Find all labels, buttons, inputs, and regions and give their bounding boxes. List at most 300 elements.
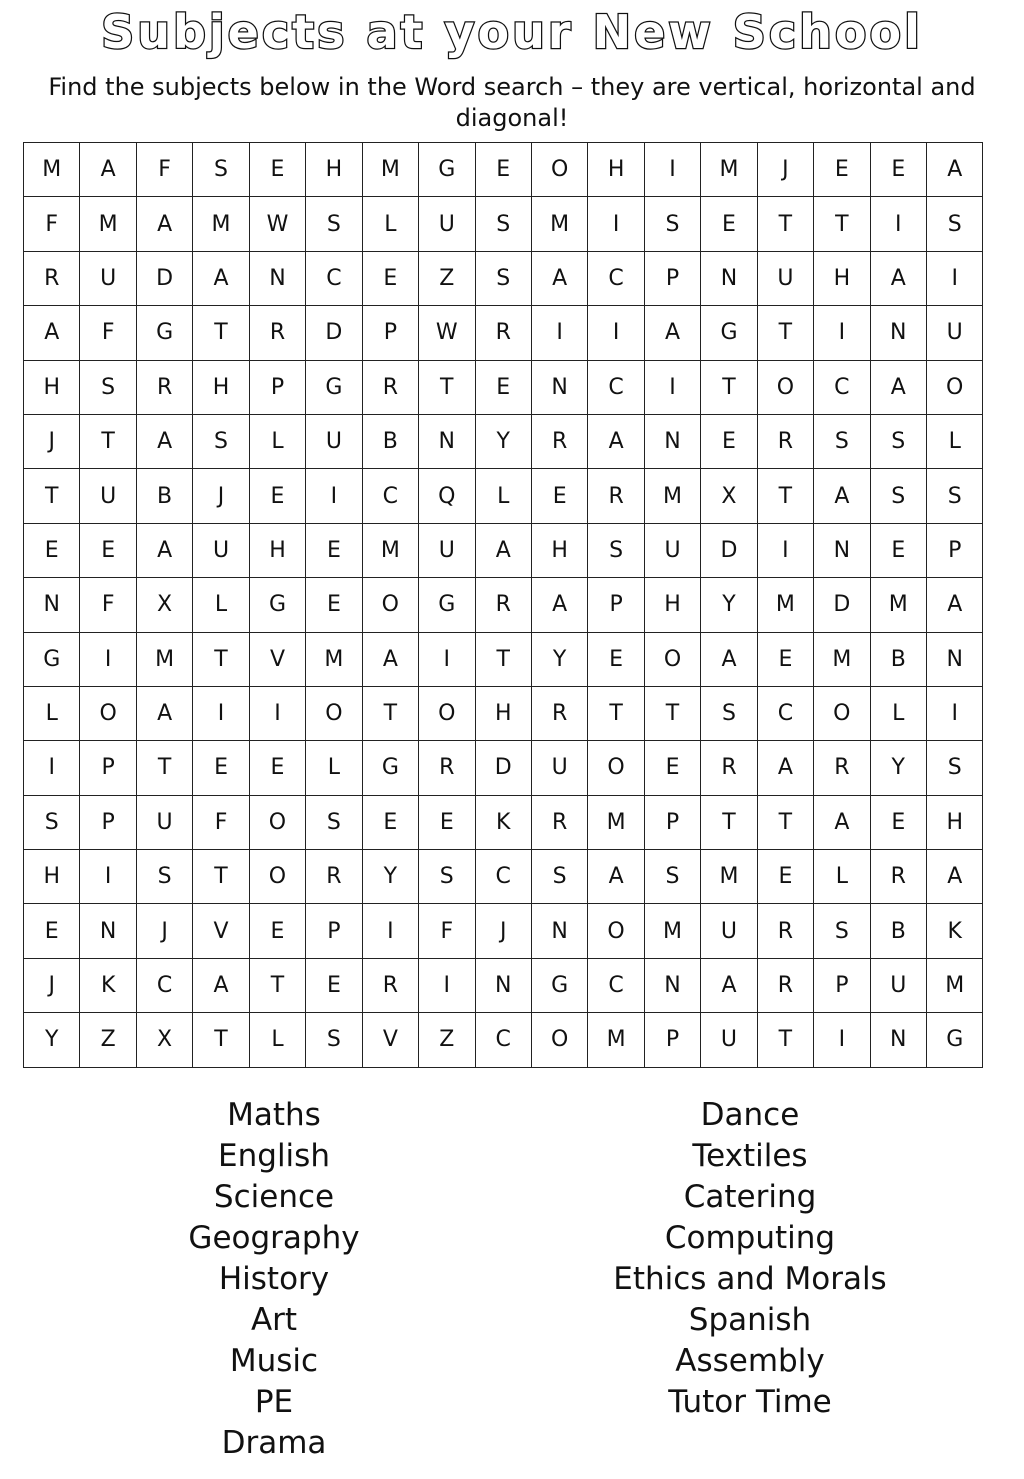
grid-cell[interactable]: R <box>814 741 870 795</box>
grid-cell[interactable]: A <box>362 632 418 686</box>
grid-cell[interactable]: A <box>136 197 192 251</box>
grid-cell[interactable]: O <box>249 850 305 904</box>
grid-cell[interactable]: E <box>80 523 136 577</box>
grid-cell[interactable]: E <box>475 360 531 414</box>
grid-cell[interactable]: S <box>475 251 531 305</box>
grid-cell[interactable]: Y <box>475 414 531 468</box>
grid-cell[interactable]: J <box>24 414 80 468</box>
grid-cell[interactable]: M <box>644 469 700 523</box>
grid-cell[interactable]: S <box>644 197 700 251</box>
grid-cell[interactable]: J <box>193 469 249 523</box>
grid-cell[interactable]: H <box>814 251 870 305</box>
grid-cell[interactable]: T <box>757 197 813 251</box>
grid-cell[interactable]: I <box>531 306 587 360</box>
grid-cell[interactable]: R <box>136 360 192 414</box>
grid-cell[interactable]: N <box>870 1013 926 1067</box>
grid-cell[interactable]: R <box>757 414 813 468</box>
word-list-item: PE <box>254 1384 294 1420</box>
grid-cell[interactable]: S <box>306 1013 362 1067</box>
grid-cell[interactable]: K <box>80 958 136 1012</box>
grid-cell[interactable]: E <box>24 904 80 958</box>
grid-cell[interactable]: T <box>701 360 757 414</box>
grid-cell[interactable]: I <box>644 360 700 414</box>
grid-cell[interactable]: H <box>927 795 983 849</box>
grid-cell[interactable]: R <box>531 686 587 740</box>
grid-cell[interactable]: M <box>927 958 983 1012</box>
grid-cell[interactable]: I <box>757 523 813 577</box>
grid-cell[interactable]: Y <box>701 578 757 632</box>
grid-cell[interactable]: B <box>870 904 926 958</box>
grid-cell[interactable]: N <box>870 306 926 360</box>
grid-cell[interactable]: R <box>531 414 587 468</box>
grid-cell[interactable]: L <box>362 197 418 251</box>
grid-cell[interactable]: S <box>814 414 870 468</box>
grid-cell[interactable]: L <box>870 686 926 740</box>
grid-cell[interactable]: G <box>24 632 80 686</box>
grid-row <box>24 414 983 468</box>
grid-cell[interactable]: T <box>136 741 192 795</box>
grid-cell[interactable]: T <box>757 469 813 523</box>
grid-cell[interactable]: D <box>306 306 362 360</box>
grid-cell[interactable]: L <box>306 741 362 795</box>
grid-cell[interactable]: X <box>136 1013 192 1067</box>
grid-cell[interactable]: U <box>870 958 926 1012</box>
grid-cell[interactable]: I <box>588 306 644 360</box>
grid-cell[interactable]: T <box>757 795 813 849</box>
grid-cell[interactable]: A <box>644 306 700 360</box>
grid-cell[interactable]: I <box>927 686 983 740</box>
grid-cell[interactable]: A <box>757 741 813 795</box>
grid-cell[interactable]: R <box>870 850 926 904</box>
grid-cell[interactable]: U <box>419 523 475 577</box>
grid-cell[interactable]: N <box>531 360 587 414</box>
grid-cell[interactable]: I <box>419 632 475 686</box>
grid-cell[interactable]: S <box>419 850 475 904</box>
grid-cell[interactable]: N <box>419 414 475 468</box>
grid-cell[interactable]: O <box>362 578 418 632</box>
grid-cell[interactable]: U <box>80 251 136 305</box>
grid-cell[interactable]: I <box>870 197 926 251</box>
grid-cell[interactable]: R <box>475 306 531 360</box>
grid-cell[interactable]: T <box>701 795 757 849</box>
grid-cell[interactable]: N <box>249 251 305 305</box>
grid-cell[interactable]: V <box>249 632 305 686</box>
grid-cell[interactable]: O <box>80 686 136 740</box>
grid-cell[interactable]: H <box>24 360 80 414</box>
grid-cell[interactable]: M <box>306 632 362 686</box>
grid-cell[interactable]: M <box>362 143 418 197</box>
grid-cell[interactable]: I <box>588 197 644 251</box>
grid-cell[interactable]: E <box>870 795 926 849</box>
grid-cell[interactable]: T <box>362 686 418 740</box>
grid-cell[interactable]: T <box>419 360 475 414</box>
grid-cell[interactable]: R <box>24 251 80 305</box>
grid-cell[interactable]: F <box>24 197 80 251</box>
grid-cell[interactable]: Y <box>362 850 418 904</box>
grid-cell[interactable]: M <box>757 578 813 632</box>
grid-cell[interactable]: C <box>136 958 192 1012</box>
grid-cell[interactable]: I <box>927 251 983 305</box>
grid-cell[interactable]: G <box>419 578 475 632</box>
grid-cell[interactable]: C <box>588 360 644 414</box>
grid-cell[interactable]: P <box>362 306 418 360</box>
grid-cell[interactable]: R <box>475 578 531 632</box>
grid-cell[interactable]: C <box>475 850 531 904</box>
grid-cell[interactable]: E <box>362 795 418 849</box>
grid-cell[interactable]: I <box>193 686 249 740</box>
grid-cell[interactable]: O <box>814 686 870 740</box>
grid-cell[interactable]: H <box>249 523 305 577</box>
grid-cell[interactable]: A <box>814 795 870 849</box>
grid-cell[interactable]: A <box>588 414 644 468</box>
grid-cell[interactable]: E <box>757 850 813 904</box>
grid-cell[interactable]: T <box>644 686 700 740</box>
grid-cell[interactable]: A <box>588 850 644 904</box>
grid-cell[interactable]: A <box>814 469 870 523</box>
grid-cell[interactable]: E <box>306 523 362 577</box>
word-list-item: Textiles <box>692 1138 808 1174</box>
grid-cell[interactable]: S <box>306 795 362 849</box>
grid-cell[interactable]: V <box>362 1013 418 1067</box>
grid-cell[interactable]: F <box>80 306 136 360</box>
grid-cell[interactable]: G <box>362 741 418 795</box>
grid-cell[interactable]: E <box>701 197 757 251</box>
grid-cell[interactable]: N <box>24 578 80 632</box>
grid-cell[interactable]: A <box>193 958 249 1012</box>
grid-cell[interactable]: S <box>927 469 983 523</box>
grid-cell[interactable]: B <box>362 414 418 468</box>
grid-cell[interactable]: A <box>701 632 757 686</box>
grid-cell[interactable]: H <box>588 143 644 197</box>
grid-cell[interactable]: O <box>644 632 700 686</box>
grid-cell[interactable]: U <box>193 523 249 577</box>
grid-cell[interactable]: C <box>588 251 644 305</box>
grid-cell[interactable]: F <box>136 143 192 197</box>
grid-cell[interactable]: U <box>306 414 362 468</box>
grid-cell[interactable]: G <box>419 143 475 197</box>
grid-cell[interactable]: L <box>249 1013 305 1067</box>
grid-cell[interactable]: T <box>757 1013 813 1067</box>
grid-cell[interactable]: A <box>475 523 531 577</box>
grid-cell[interactable]: J <box>475 904 531 958</box>
grid-cell[interactable]: U <box>701 904 757 958</box>
grid-cell[interactable]: F <box>193 795 249 849</box>
grid-cell[interactable]: T <box>193 306 249 360</box>
grid-cell[interactable]: R <box>531 795 587 849</box>
grid-cell[interactable]: N <box>475 958 531 1012</box>
grid-cell[interactable]: O <box>588 741 644 795</box>
grid-cell[interactable]: R <box>419 741 475 795</box>
grid-cell[interactable]: E <box>870 523 926 577</box>
grid-cell[interactable]: C <box>362 469 418 523</box>
grid-cell[interactable]: M <box>24 143 80 197</box>
grid-cell[interactable]: G <box>136 306 192 360</box>
grid-cell[interactable]: M <box>644 904 700 958</box>
grid-cell[interactable]: I <box>24 741 80 795</box>
grid-cell[interactable]: P <box>644 795 700 849</box>
grid-cell[interactable]: O <box>249 795 305 849</box>
grid-cell[interactable]: K <box>927 904 983 958</box>
grid-cell[interactable]: A <box>80 143 136 197</box>
grid-cell[interactable]: S <box>136 850 192 904</box>
grid-cell[interactable]: D <box>136 251 192 305</box>
grid-cell[interactable]: A <box>927 578 983 632</box>
grid-cell[interactable]: J <box>757 143 813 197</box>
grid-cell[interactable]: S <box>531 850 587 904</box>
grid-cell[interactable]: A <box>531 578 587 632</box>
grid-cell[interactable]: T <box>80 414 136 468</box>
grid-cell[interactable]: M <box>870 578 926 632</box>
grid-cell[interactable]: A <box>927 850 983 904</box>
grid-cell[interactable]: R <box>362 958 418 1012</box>
grid-cell[interactable]: A <box>193 251 249 305</box>
grid-cell[interactable]: H <box>24 850 80 904</box>
grid-cell[interactable]: P <box>588 578 644 632</box>
grid-cell[interactable]: B <box>870 632 926 686</box>
grid-cell[interactable]: N <box>814 523 870 577</box>
grid-cell[interactable]: A <box>531 251 587 305</box>
grid-cell[interactable]: U <box>136 795 192 849</box>
grid-cell[interactable]: U <box>927 306 983 360</box>
grid-cell[interactable]: L <box>24 686 80 740</box>
grid-cell[interactable]: E <box>249 904 305 958</box>
grid-cell[interactable]: T <box>475 632 531 686</box>
grid-cell[interactable]: T <box>193 632 249 686</box>
grid-cell[interactable]: P <box>644 251 700 305</box>
grid-cell[interactable]: S <box>644 850 700 904</box>
grid-cell[interactable]: I <box>644 143 700 197</box>
grid-cell[interactable]: Z <box>80 1013 136 1067</box>
grid-cell[interactable]: F <box>80 578 136 632</box>
grid-cell[interactable]: E <box>588 632 644 686</box>
grid-cell[interactable]: I <box>419 958 475 1012</box>
grid-cell[interactable]: E <box>362 251 418 305</box>
grid-cell[interactable]: P <box>927 523 983 577</box>
grid-cell[interactable]: P <box>249 360 305 414</box>
word-list-item: Drama <box>221 1425 327 1461</box>
grid-cell[interactable]: S <box>193 143 249 197</box>
grid-cell[interactable]: I <box>814 1013 870 1067</box>
grid-cell[interactable]: O <box>531 143 587 197</box>
grid-cell[interactable]: M <box>80 197 136 251</box>
grid-cell[interactable]: M <box>701 850 757 904</box>
grid-cell[interactable]: A <box>927 143 983 197</box>
grid-cell[interactable]: L <box>249 414 305 468</box>
grid-cell[interactable]: R <box>701 741 757 795</box>
grid-cell[interactable]: S <box>24 795 80 849</box>
grid-cell[interactable]: R <box>306 850 362 904</box>
grid-cell[interactable]: U <box>80 469 136 523</box>
grid-cell[interactable]: C <box>588 958 644 1012</box>
grid-cell[interactable]: G <box>531 958 587 1012</box>
grid-cell[interactable]: A <box>870 360 926 414</box>
grid-cell[interactable]: O <box>588 904 644 958</box>
grid-cell[interactable]: M <box>362 523 418 577</box>
grid-cell[interactable]: K <box>475 795 531 849</box>
grid-cell[interactable]: T <box>588 686 644 740</box>
grid-cell[interactable]: E <box>249 741 305 795</box>
grid-cell[interactable]: N <box>531 904 587 958</box>
grid-cell[interactable]: R <box>249 306 305 360</box>
grid-cell[interactable]: E <box>306 578 362 632</box>
grid-cell[interactable]: H <box>531 523 587 577</box>
grid-cell[interactable]: N <box>701 251 757 305</box>
grid-cell[interactable]: C <box>475 1013 531 1067</box>
grid-cell[interactable]: N <box>80 904 136 958</box>
word-list-right <box>540 1095 960 1423</box>
grid-cell[interactable]: A <box>136 414 192 468</box>
grid-cell[interactable]: E <box>644 741 700 795</box>
grid-cell[interactable]: J <box>136 904 192 958</box>
grid-cell[interactable]: Z <box>419 251 475 305</box>
grid-cell[interactable]: N <box>644 958 700 1012</box>
grid-cell[interactable]: E <box>814 143 870 197</box>
grid-cell[interactable]: H <box>193 360 249 414</box>
grid-cell[interactable]: X <box>136 578 192 632</box>
grid-cell[interactable]: S <box>927 197 983 251</box>
grid-cell[interactable]: U <box>644 523 700 577</box>
word-list-item: Spanish <box>688 1302 812 1338</box>
grid-cell[interactable]: W <box>419 306 475 360</box>
grid-cell[interactable]: Y <box>531 632 587 686</box>
grid-cell[interactable]: O <box>927 360 983 414</box>
grid-cell[interactable]: F <box>419 904 475 958</box>
grid-cell[interactable]: M <box>531 197 587 251</box>
grid-cell[interactable]: T <box>757 306 813 360</box>
grid-cell[interactable]: W <box>249 197 305 251</box>
grid-cell[interactable]: G <box>306 360 362 414</box>
word-list-item: Geography <box>188 1220 360 1256</box>
grid-cell[interactable]: C <box>757 686 813 740</box>
grid-cell[interactable]: M <box>588 1013 644 1067</box>
grid-cell[interactable]: G <box>927 1013 983 1067</box>
grid-cell[interactable]: A <box>136 686 192 740</box>
grid-cell[interactable]: T <box>814 197 870 251</box>
grid-cell[interactable]: N <box>644 414 700 468</box>
grid-cell[interactable]: H <box>644 578 700 632</box>
grid-cell[interactable]: E <box>419 795 475 849</box>
grid-cell[interactable]: Q <box>419 469 475 523</box>
word-list-item: Assembly <box>675 1343 825 1379</box>
grid-cell[interactable]: I <box>306 469 362 523</box>
grid-cell[interactable]: G <box>701 306 757 360</box>
grid-cell[interactable]: T <box>24 469 80 523</box>
grid-cell[interactable]: L <box>814 850 870 904</box>
grid-cell[interactable]: E <box>249 469 305 523</box>
grid-cell[interactable]: E <box>475 143 531 197</box>
grid-cell[interactable]: T <box>193 1013 249 1067</box>
grid-cell[interactable]: I <box>80 632 136 686</box>
grid-cell[interactable]: D <box>475 741 531 795</box>
grid-cell[interactable]: U <box>531 741 587 795</box>
grid-cell[interactable]: J <box>24 958 80 1012</box>
grid-cell[interactable]: S <box>80 360 136 414</box>
grid-cell[interactable]: T <box>249 958 305 1012</box>
grid-cell[interactable]: R <box>757 904 813 958</box>
grid-cell[interactable]: S <box>306 197 362 251</box>
grid-cell[interactable]: O <box>757 360 813 414</box>
grid-cell[interactable]: I <box>362 904 418 958</box>
grid-cell[interactable]: S <box>701 686 757 740</box>
grid-row <box>24 523 983 577</box>
grid-cell[interactable]: A <box>24 306 80 360</box>
grid-cell[interactable]: S <box>870 469 926 523</box>
grid-cell[interactable]: O <box>419 686 475 740</box>
grid-cell[interactable]: H <box>475 686 531 740</box>
grid-cell[interactable]: P <box>814 958 870 1012</box>
grid-cell[interactable]: M <box>136 632 192 686</box>
grid-cell[interactable]: M <box>588 795 644 849</box>
grid-cell[interactable]: U <box>419 197 475 251</box>
grid-cell[interactable]: M <box>701 143 757 197</box>
grid-cell[interactable]: P <box>80 795 136 849</box>
grid-cell[interactable]: E <box>531 469 587 523</box>
grid-cell[interactable]: S <box>588 523 644 577</box>
grid-cell[interactable]: P <box>644 1013 700 1067</box>
grid-cell[interactable]: T <box>193 850 249 904</box>
grid-cell[interactable]: A <box>136 523 192 577</box>
grid-cell[interactable]: R <box>757 958 813 1012</box>
grid-cell[interactable]: U <box>757 251 813 305</box>
grid-cell[interactable]: E <box>24 523 80 577</box>
grid-cell[interactable]: I <box>249 686 305 740</box>
grid-cell[interactable]: V <box>193 904 249 958</box>
grid-cell[interactable]: H <box>306 143 362 197</box>
grid-cell[interactable]: E <box>249 143 305 197</box>
grid-cell[interactable]: L <box>193 578 249 632</box>
grid-cell[interactable]: C <box>306 251 362 305</box>
grid-cell[interactable]: Y <box>870 741 926 795</box>
grid-cell[interactable]: E <box>306 958 362 1012</box>
grid-cell[interactable]: G <box>249 578 305 632</box>
grid-cell[interactable]: Y <box>24 1013 80 1067</box>
grid-cell[interactable]: A <box>870 251 926 305</box>
grid-cell[interactable]: D <box>814 578 870 632</box>
grid-cell[interactable]: S <box>475 197 531 251</box>
grid-cell[interactable]: D <box>701 523 757 577</box>
grid-cell[interactable]: L <box>927 414 983 468</box>
grid-cell[interactable]: S <box>927 741 983 795</box>
grid-cell[interactable]: R <box>588 469 644 523</box>
grid-cell[interactable]: Z <box>419 1013 475 1067</box>
grid-cell[interactable]: M <box>193 197 249 251</box>
grid-cell[interactable]: O <box>531 1013 587 1067</box>
grid-cell[interactable]: S <box>870 414 926 468</box>
grid-cell[interactable]: E <box>193 741 249 795</box>
grid-cell[interactable]: R <box>362 360 418 414</box>
grid-cell[interactable]: E <box>701 414 757 468</box>
grid-cell[interactable]: S <box>193 414 249 468</box>
grid-cell[interactable]: S <box>814 904 870 958</box>
grid-cell[interactable]: E <box>870 143 926 197</box>
grid-cell[interactable]: U <box>701 1013 757 1067</box>
grid-cell[interactable]: N <box>927 632 983 686</box>
grid-row <box>24 904 983 958</box>
grid-cell[interactable]: B <box>136 469 192 523</box>
grid-cell[interactable]: O <box>306 686 362 740</box>
grid-cell[interactable]: C <box>814 360 870 414</box>
grid-row <box>24 197 983 251</box>
grid-cell[interactable]: A <box>701 958 757 1012</box>
grid-cell[interactable]: I <box>814 306 870 360</box>
grid-cell[interactable]: M <box>814 632 870 686</box>
grid-cell[interactable]: P <box>306 904 362 958</box>
grid-cell[interactable]: E <box>757 632 813 686</box>
grid-cell[interactable]: I <box>80 850 136 904</box>
grid-cell[interactable]: P <box>80 741 136 795</box>
grid-cell[interactable]: X <box>701 469 757 523</box>
grid-cell[interactable]: L <box>475 469 531 523</box>
